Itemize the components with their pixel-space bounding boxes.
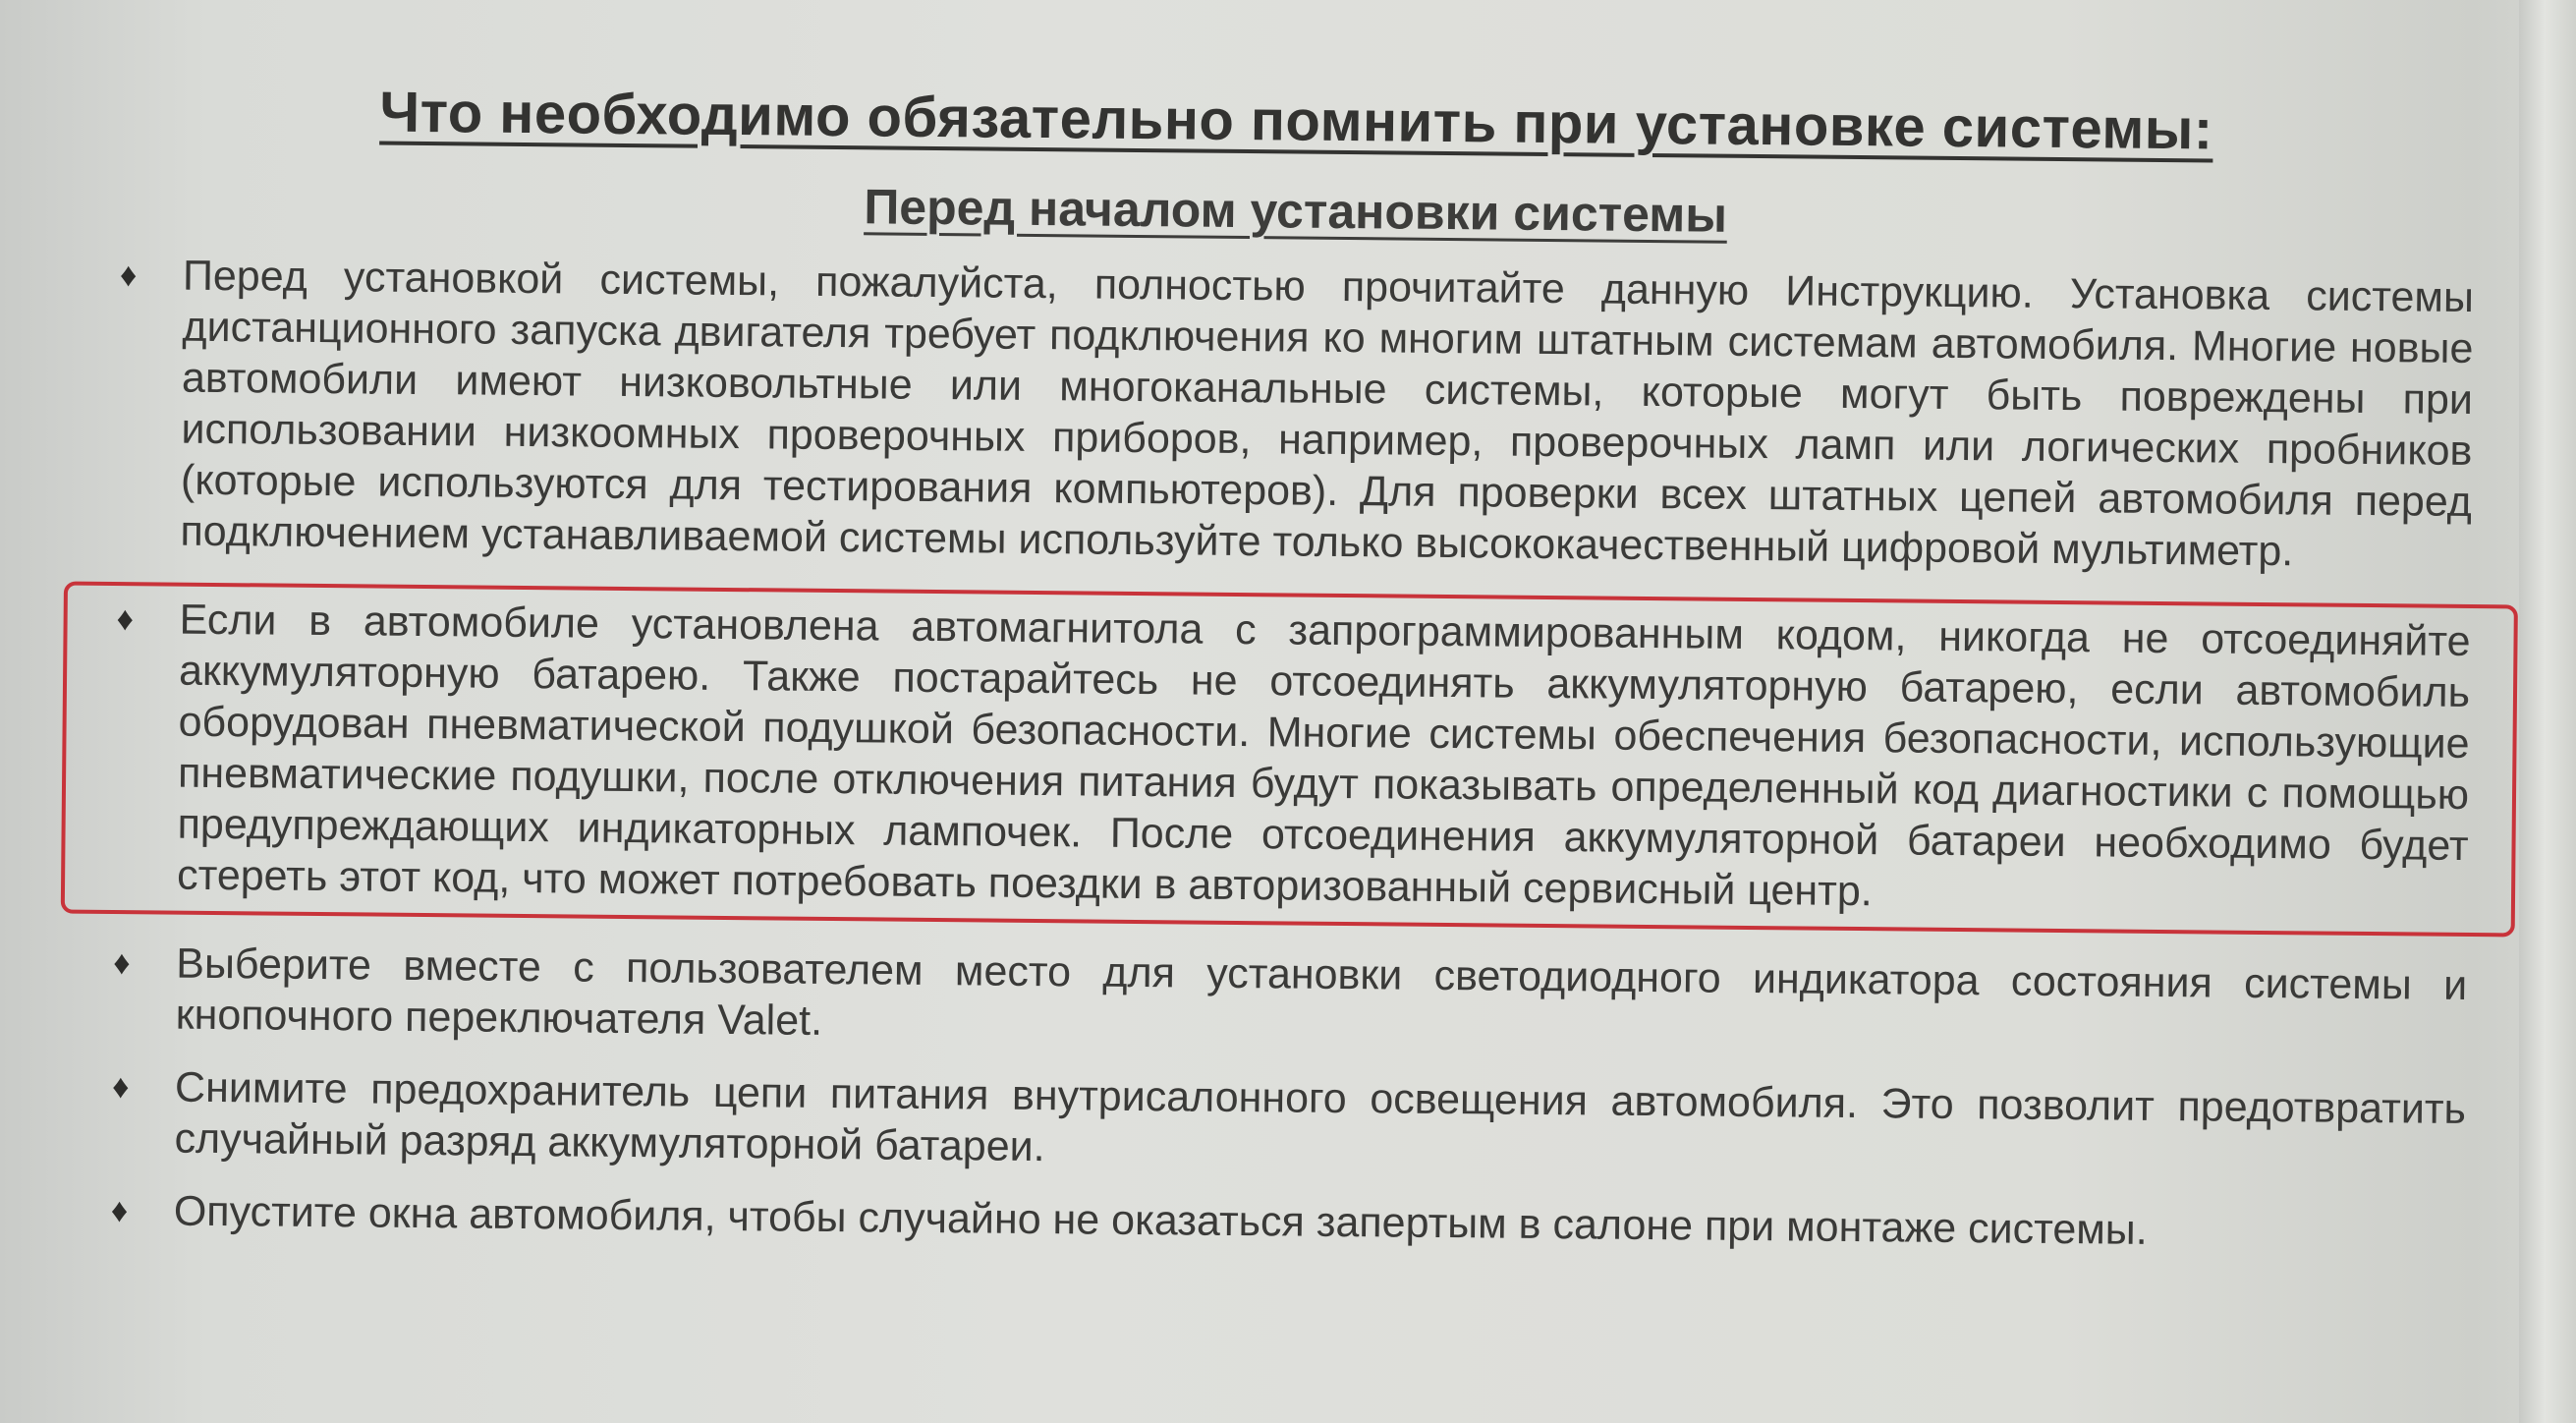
list-item-text: Снимите предохранитель цепи питания внутрисалонного освещения автомобиля. Это позволит предотвратить случайный разряд аккумуляторной батареи. <box>174 1063 2467 1171</box>
list-item-3 <box>109 938 2468 1062</box>
list-item-text: Если в автомобиле установлена автомагнитола с запрограммированным кодом, никогда не отсоединяйте аккумуляторную батарею. Также постарайтесь не отсоединять аккумуляторную батарею, если автомобиль оборудован пневматической подушкой безопасности. Многие системы обеспечения безопасности, использующие пневматические подушки, после отключения питания будут показывать определенный код диагностики с помощью предупреждающих индикаторных лампочек. После отсоединения аккумуляторной батареи необходимо будет стереть этот код, что может потребовать поездки в авторизованный сервисный центр. <box>176 596 2471 916</box>
bullet-diamond-icon: ♦ <box>113 943 131 983</box>
page-edge <box>2519 0 2576 1423</box>
section-subtitle: Перед началом установки системы <box>864 179 1728 243</box>
list-item-2-highlighted <box>110 582 2471 937</box>
bullet-diamond-icon: ♦ <box>119 256 138 295</box>
list-item-text: Перед установкой системы, пожалуйста, полностью прочитайте данную Инструкцию. Установка системы дистанционного запуска двигателя требует подключения ко многим штатным системам автомобиля. Многие новые автомобили имеют низковольтные или многоканальные системы, которые могут быть повреждены при использовании низкоомных проверочных приборов, например, проверочных ламп или логических пробников (которые используются для тестирования компьютеров). Для проверки всех штатных цепей автомобиля перед подключением устанавливаемой системы используйте только высококачественный цифровой мультиметр. <box>180 252 2475 576</box>
list-item-4 <box>107 1061 2466 1186</box>
document-title: Что необходимо обязательно помнить при установке системы: <box>379 80 2213 162</box>
instruction-list <box>107 250 2475 1259</box>
list-item-1 <box>113 250 2474 579</box>
bullet-diamond-icon: ♦ <box>116 600 135 639</box>
list-item-text: Выберите вместе с пользователем место для установки светодиодного индикатора состояния системы и кнопочного переключателя Valet. <box>175 939 2468 1045</box>
document-content <box>107 71 2476 1259</box>
list-item-text: Опустите окна автомобиля, чтобы случайно не оказаться запертым в салоне при монтаже системы. <box>173 1187 2148 1254</box>
list-item-5 <box>107 1185 2465 1259</box>
bullet-diamond-icon: ♦ <box>110 1191 129 1230</box>
bullet-diamond-icon: ♦ <box>111 1067 130 1107</box>
